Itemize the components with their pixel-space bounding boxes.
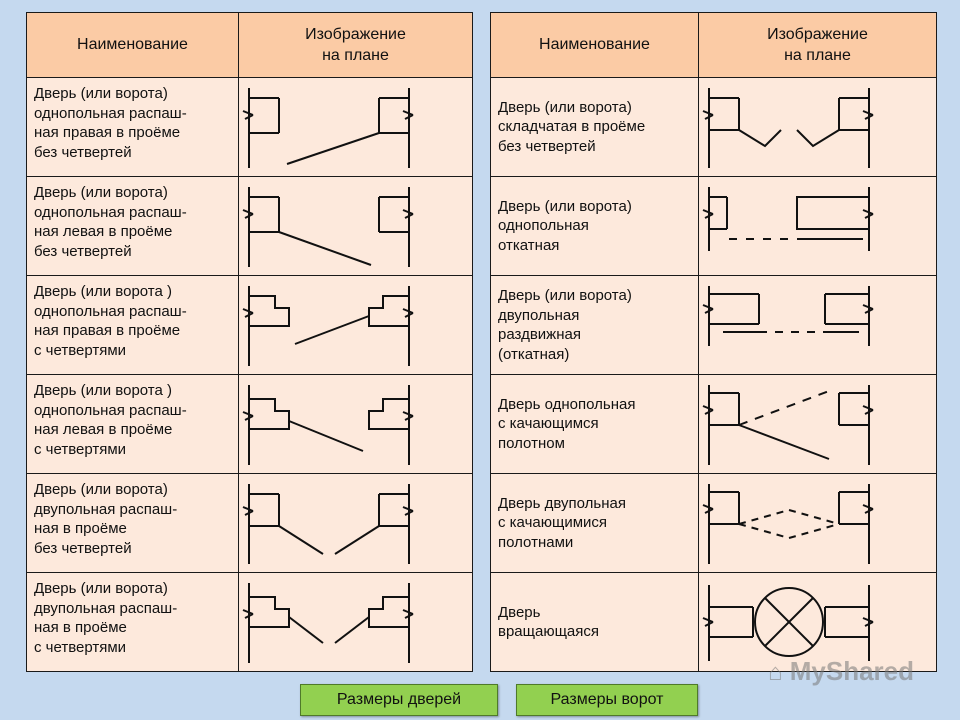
left-header-image: Изображение на плане <box>239 13 473 78</box>
row-label: Дверь (или ворота ) однопольная распаш- ная правая в проёме с четвертями <box>27 276 239 375</box>
door-symbol-cell <box>239 375 473 474</box>
row-label: Дверь однопольная с качающимся полотном <box>491 375 699 474</box>
single-left-door-rebate-symbol <box>239 375 473 474</box>
door-symbol-cell <box>239 177 473 276</box>
row-label: Дверь (или ворота) однопольная распаш- ная левая в проёме без четвертей <box>27 177 239 276</box>
table-row <box>27 573 473 672</box>
watermark-text: MyShared <box>789 656 914 686</box>
door-symbol-cell <box>699 276 937 375</box>
row-label: Дверь (или ворота) однопольная откатная <box>491 177 699 276</box>
double-sliding-door-symbol <box>699 276 937 375</box>
door-symbol-cell <box>239 573 473 672</box>
table-row <box>491 276 937 375</box>
row-label: Дверь (или ворота) двупольная распаш- ная в проёме без четвертей <box>27 474 239 573</box>
row-label: Дверь (или ворота ) однопольная распаш- ная левая в проёме с четвертями <box>27 375 239 474</box>
door-symbol-cell <box>699 474 937 573</box>
table-row <box>27 177 473 276</box>
gate-sizes-button[interactable]: Размеры ворот <box>516 684 698 716</box>
swing-door-symbol <box>699 375 937 474</box>
double-door-rebate-symbol <box>239 573 473 672</box>
single-left-door-symbol <box>239 177 473 276</box>
table-row <box>491 78 937 177</box>
right-table-header <box>491 13 937 78</box>
folding-door-symbol <box>699 78 937 177</box>
row-label: Дверь (или ворота) складчатая в проёме без четвертей <box>491 78 699 177</box>
right-header-image: Изображение на плане <box>699 13 937 78</box>
double-door-symbol <box>239 474 473 573</box>
table-row <box>491 474 937 573</box>
table-row <box>491 375 937 474</box>
door-sizes-button[interactable]: Размеры дверей <box>300 684 498 716</box>
table-row <box>491 177 937 276</box>
row-label: Дверь (или ворота) двупольная раздвижная (откатная) <box>491 276 699 375</box>
double-swing-door-symbol <box>699 474 937 573</box>
left-symbols-table <box>26 12 473 672</box>
right-symbols-table <box>490 12 937 672</box>
door-symbol-cell <box>699 78 937 177</box>
watermark <box>768 656 914 687</box>
right-header-name: Наименование <box>491 13 699 78</box>
single-right-door-rebate-symbol <box>239 276 473 375</box>
door-symbol-cell <box>699 375 937 474</box>
single-right-door-symbol <box>239 78 473 177</box>
sliding-door-symbol <box>699 177 937 276</box>
row-label: Дверь вращающаяся <box>491 573 699 672</box>
door-symbol-cell <box>239 78 473 177</box>
door-symbol-cell <box>239 276 473 375</box>
left-table-header <box>27 13 473 78</box>
table-row <box>27 78 473 177</box>
table-row <box>27 474 473 573</box>
row-label: Дверь двупольная с качающимися полотнами <box>491 474 699 573</box>
door-symbol-cell <box>699 177 937 276</box>
table-row <box>27 276 473 375</box>
door-symbol-cell <box>239 474 473 573</box>
left-header-name: Наименование <box>27 13 239 78</box>
row-label: Дверь (или ворота) двупольная распаш- ная в проёме с четвертями <box>27 573 239 672</box>
row-label: Дверь (или ворота) однопольная распаш- ная правая в проёме без четвертей <box>27 78 239 177</box>
watermark-logo-icon: ⌂ <box>768 659 783 686</box>
table-row <box>27 375 473 474</box>
